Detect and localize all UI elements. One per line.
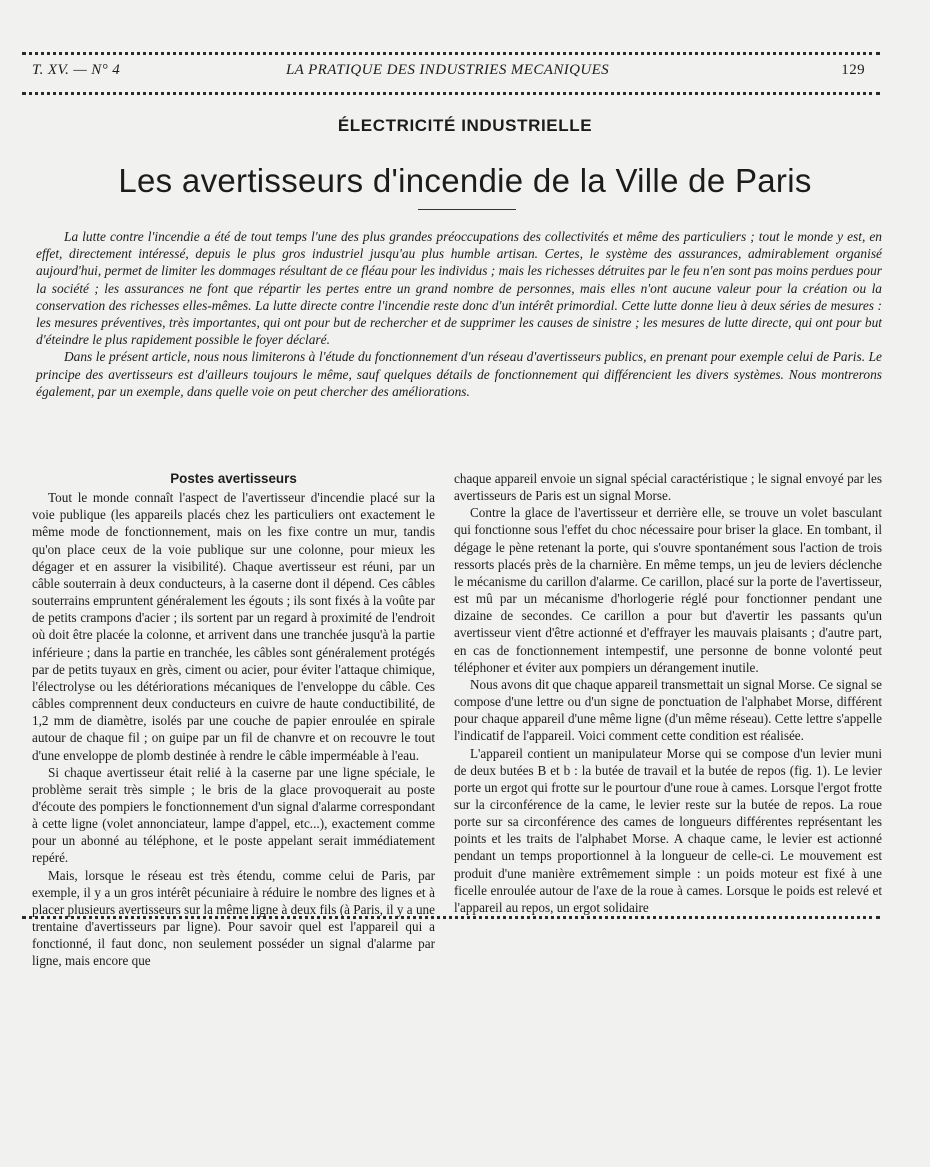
body-paragraph: Nous avons dit que chaque appareil transmettait un signal Morse. Ce signal se compose d'une lettre ou d'un signe de ponctuation de l'alphabet Morse, différent pour chaque appareil d'une même ligne (d'un même réseau). Cette lettre s'appelle l'indicatif de l'appareil. Voici comment cette condition est réalisée. — [454, 676, 883, 744]
subsection-heading: Postes avertisseurs — [170, 471, 297, 486]
body-paragraph: chaque appareil envoie un signal spécial caractéristique ; le signal envoyé par les avertisseurs de Paris est un signal Morse. — [454, 471, 882, 504]
title-rule — [418, 209, 516, 210]
header-dotted-rule — [22, 92, 880, 95]
footer-dotted-rule — [22, 916, 880, 919]
volume-number: T. XV. — N° 4 — [32, 62, 121, 78]
top-dotted-rule — [22, 52, 880, 55]
body-paragraph: Contre la glace de l'avertisseur et derrière elle, se trouve un volet basculant qui fonctionne sous l'effet du choc nécessaire pour briser la glace. En tombant, il dégage le pène retenant la porte, qui s'ouvre spontanément sous l'action de trois ressorts placés près de la charnière. En même temps, un jeu de leviers déclenche le mécanisme du carillon d'alarme. Ce carillon, placé sur la porte de l'avertisseur, est mû par un mécanisme d'horlogerie réglé pour fonctionner pendant une dizaine de secondes. Ce carillon a pour but d'avertir les passants qu'un avertisseur vient d'être actionné et d'effrayer les mauvais plaisants ; d'autre part, en cas de fonctionnement intempestif, une personne de bonne volonté peut téléphoner et éviter aux pompiers un dérangement inutile. — [454, 505, 882, 675]
journal-title: LA PRATIQUE DES INDUSTRIES MECANIQUES — [285, 62, 610, 78]
body-paragraph: Mais, lorsque le réseau est très étendu, comme celui de Paris, par exemple, il y a un gros intérêt pécuniaire à réduire le nombre des lignes et à placer plusieurs avertisseurs sur la même ligne à deux fils (à Paris, il y a une trentaine d'avertisseurs par ligne). Pour savoir quel est l'appareil qui a fonctionné, il faut donc, non seulement posséder un signal d'alarme par ligne, mais encore que — [32, 867, 435, 969]
intro-paragraph: La lutte contre l'incendie a été de tout temps l'une des plus grandes préoccupations des collectivités et même des particuliers ; tout le monde y est, en effet, directement intéressé, depuis le plus gros industriel jusqu'au plus humble artisan. Certes, le système des assurances, admirablement organisé aujourd'hui, permet de limiter les dommages résultant de ce fléau pour les individus ; mais les richesses détruites par le feu n'en sont pas moins perdues pour la société ; les assurances ne font que répartir les pertes entre un grand nombre de personnes, mais elles n'ont aucune valeur pour la création ou la conservation des richesses elles-mêmes. La lutte directe contre l'incendie reste donc d'un intérêt primordial. Cette lutte donne lieu à deux séries de mesures : les mesures préventives, très importantes, qui ont pour but de rechercher et de supprimer les causes de sinistre ; les mesures de lutte directe, qui ont pour but d'éteindre le plus rapidement possible le foyer déclaré. — [36, 229, 882, 348]
body-paragraph: Si chaque avertisseur était relié à la caserne par une ligne spéciale, le problème serait très simple ; le bris de la glace provoquerait au poste d'écoute des pompiers le fonctionnement d'un signal d'alarme correspondant à cette ligne (volet annonciateur, lampe d'appel, etc...), exactement comme pour un abonné au téléphone, et le poste appelant serait immédiatement repéré. — [32, 764, 435, 866]
intro-paragraph: Dans le présent article, nous nous limiterons à l'étude du fonctionnement d'un réseau d'avertisseurs publics, en prenant pour exemple celui de Paris. Le principe des avertisseurs est d'ailleurs toujours le même, sauf quelques détails de fonctionnement qui différencient les divers systèmes. Nous montrerons également, par un exemple, dans quelle voie on peut chercher des améliorations. — [36, 349, 882, 399]
right-column — [454, 470, 883, 915]
article-introduction — [36, 228, 882, 400]
running-header — [30, 60, 865, 84]
article-title: Les avertisseurs d'incendie de la Ville de Paris — [118, 162, 812, 199]
left-column — [32, 470, 435, 969]
body-paragraph: L'appareil contient un manipulateur Morse qui se compose d'un levier muni de deux butées B et b : la butée de travail et la butée de repos (fig. 1). Le levier porte un ergot qui frotte sur le pourtour d'une roue à cames. Lorsque l'ergot frotte sur la circonférence de la came, le levier reste sur la butée de repos. La roue porte sur sa circonférence des cames de longueurs différentes représentant les points et les traits de l'alphabet Morse. A chaque came, le levier est actionné pendant un temps proportionnel à la longueur de celle-ci. Le mouvement est produit d'une manière extrêmement simple : un poids moteur est fixé à une ficelle enroulée autour de l'axe de la roue à cames. Lorsque le poids est relevé et l'appareil au repos, un ergot solidaire — [454, 745, 882, 915]
section-label: ÉLECTRICITÉ INDUSTRIELLE — [337, 116, 593, 135]
body-paragraph: Tout le monde connaît l'aspect de l'avertisseur d'incendie placé sur la voie publique (les appareils placés chez les particuliers ont exactement le même mode de fonctionnement, mais on les fixe contre un mur, tandis qu'on place ceux de la voie publique sur une colonne, pour mieux les dégager et en assurer la visibilité). Chaque avertisseur est réuni, par un câble souterrain à deux conducteurs, à la caserne dont il dépend. Ces câbles souterrains empruntent généralement les égouts ; ils sont fixés à la voûte par de petits crampons d'acier ; ils sortent par un regard à proximité de l'endroit où doit être placée la colonne, et arrivent dans une tranchée jusqu'à la partie inférieure ; dans la partie en tranchée, les câbles sont généralement protégés par de petits tuyaux en grès, ciment ou acier, pour éviter l'attaque chimique, l'électrolyse ou les détériorations mécaniques de l'enveloppe du câble. Ces câbles comprennent deux conducteurs en cuivre de haute conductibilité, de 1,2 mm de diamètre, isolés par une couche de papier enroulée en spirale autour de chaque fil ; on guipe par un fil de chanvre et on recouvre le tout d'une enveloppe de plomb destinée à rendre le câble imperméable à l'eau. — [32, 490, 435, 763]
page-number: 129 — [841, 62, 865, 78]
